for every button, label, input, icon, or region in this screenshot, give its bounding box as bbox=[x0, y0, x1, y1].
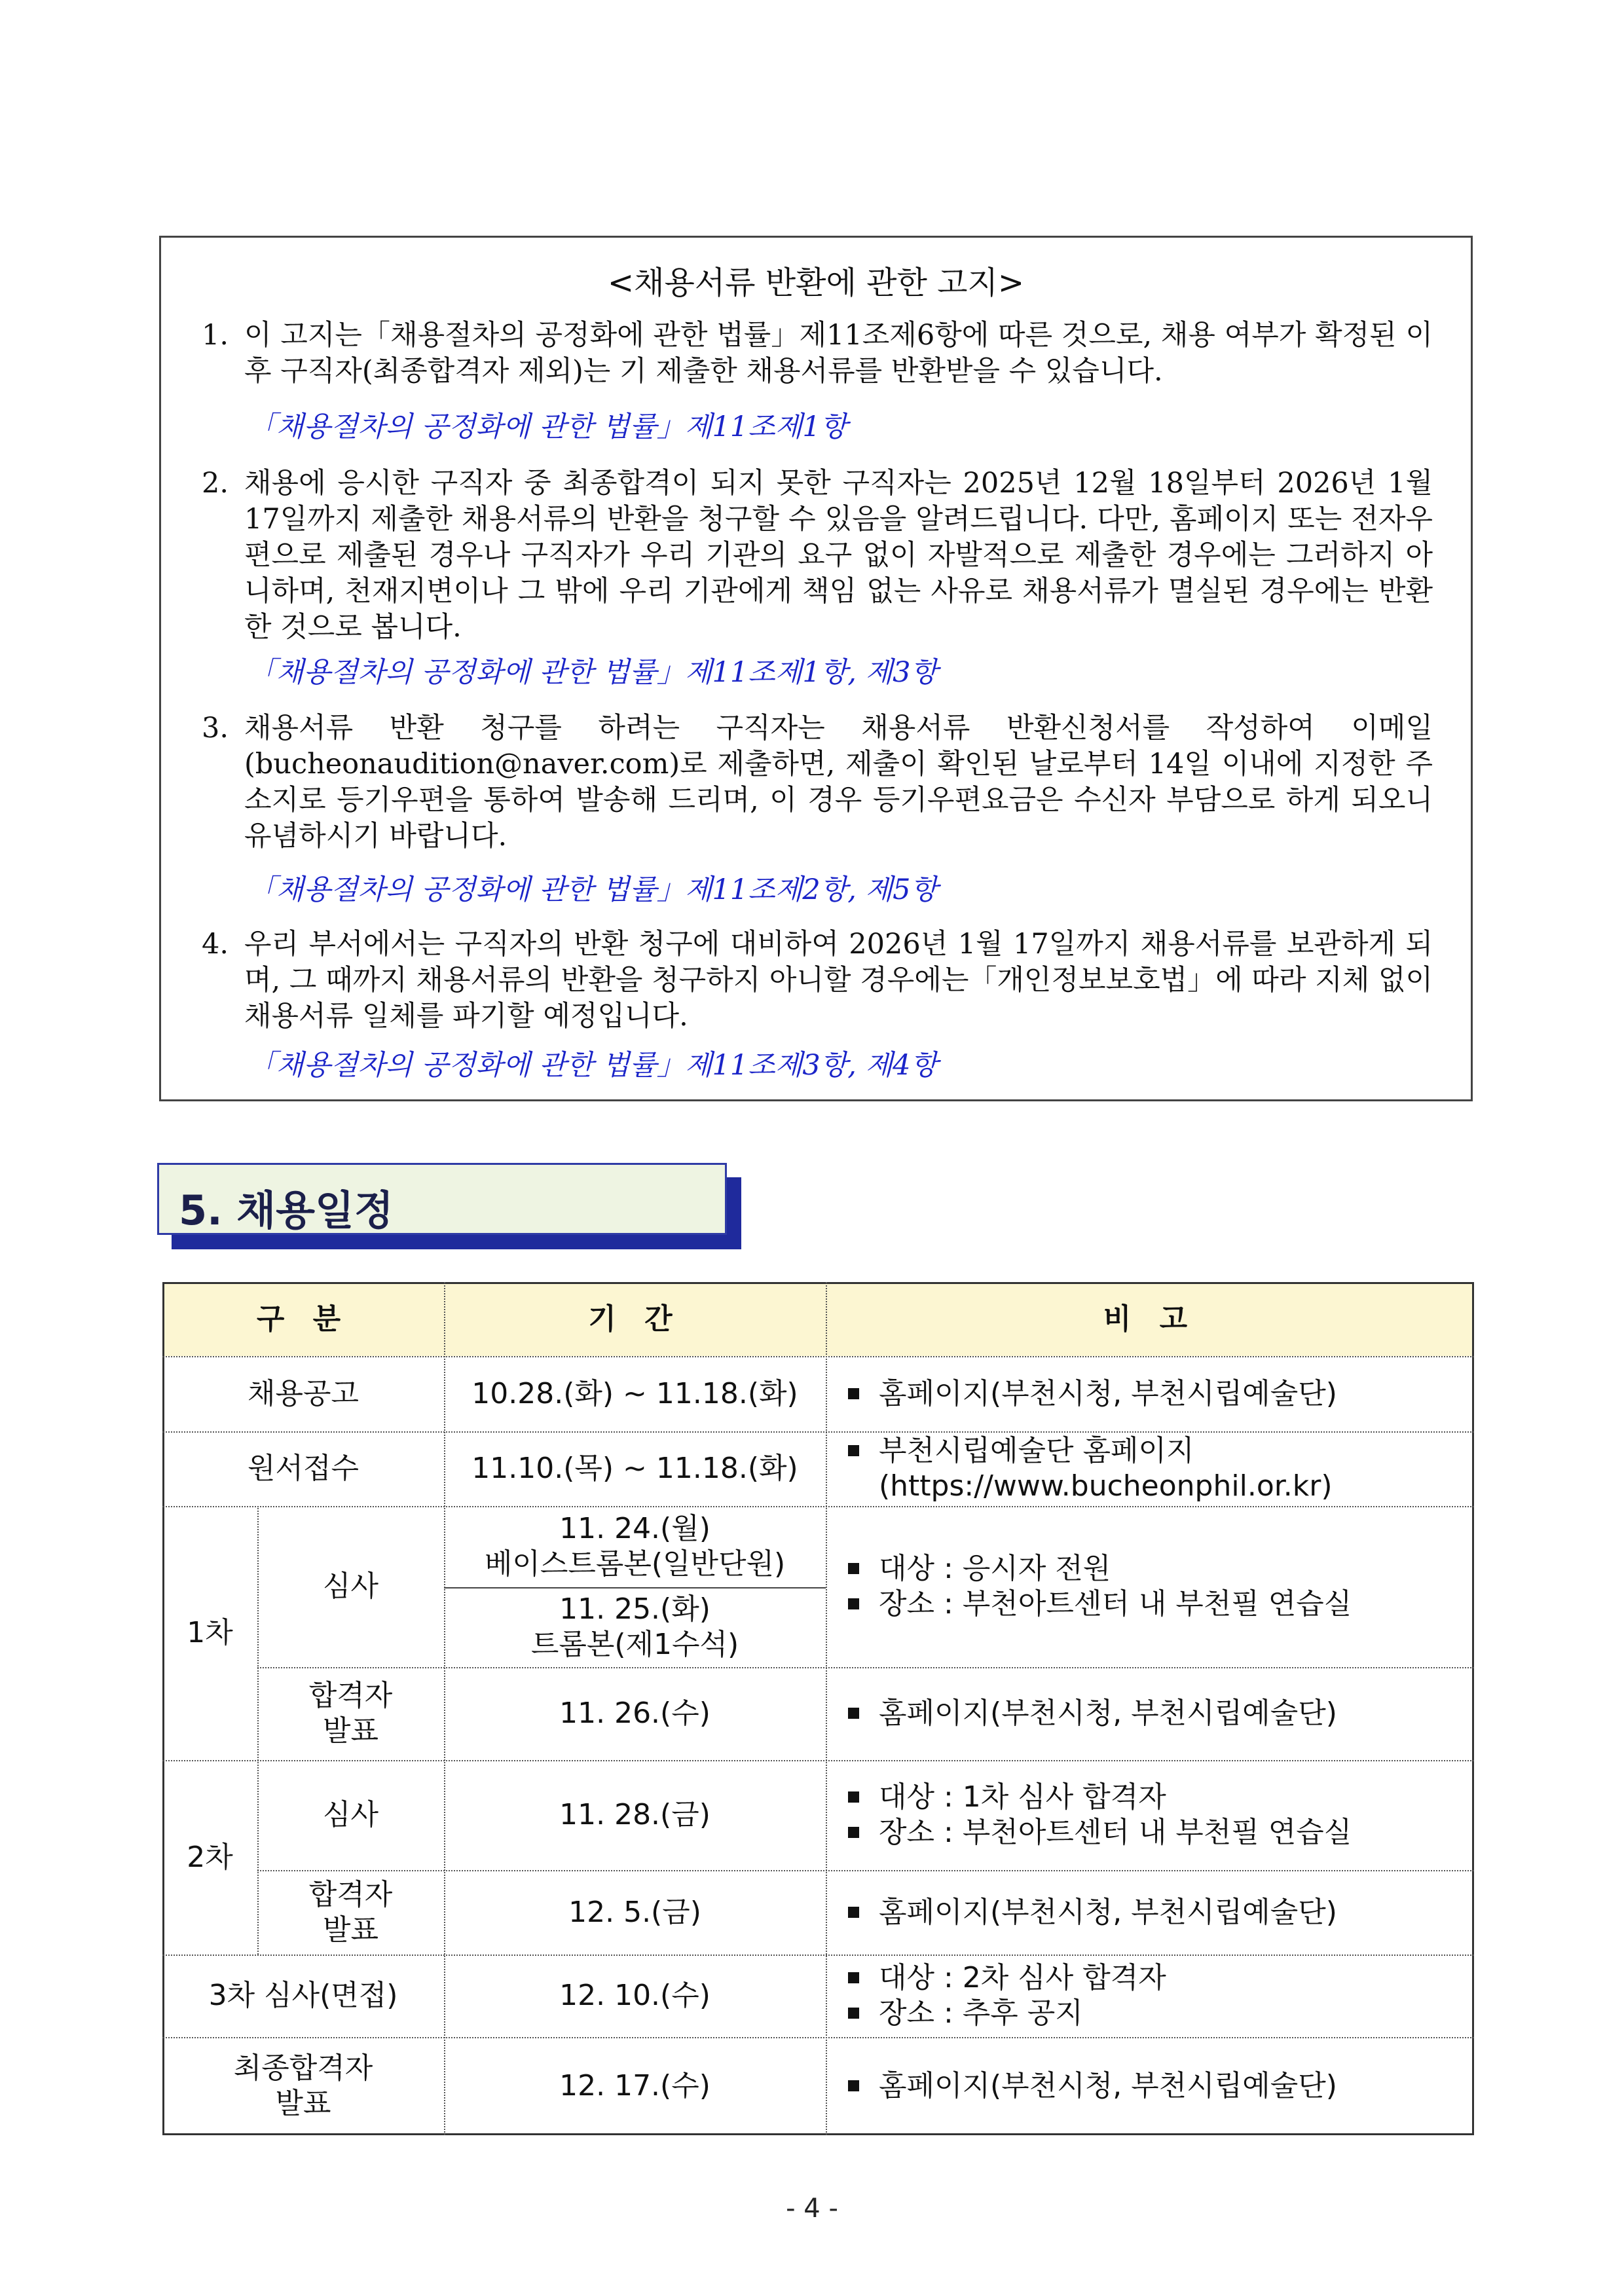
list-item: 장소 : 부천아트센터 내 부천필 연습실 bbox=[848, 1815, 1352, 1850]
round-2-result: 합격자 발표 bbox=[308, 1877, 393, 1947]
round-1-result: 합격자 발표 bbox=[308, 1679, 393, 1748]
table-border-top bbox=[162, 1282, 1474, 1284]
list-item: 홈페이지(부천시청, 부천시립예술단) bbox=[848, 2068, 1337, 2104]
square-bullet-icon bbox=[848, 1563, 859, 1574]
round-2-period: 11. 28.(금) bbox=[559, 1798, 710, 1831]
header-note: 비 고 bbox=[826, 1282, 1474, 1356]
round-1-review: 심사 bbox=[322, 1570, 378, 1603]
item-number: 1. bbox=[202, 319, 229, 352]
round-1-result-note bbox=[826, 1667, 1474, 1760]
divider bbox=[162, 1955, 1474, 1956]
section-title: 5. 채용일정 bbox=[179, 1186, 394, 1234]
divider bbox=[162, 1356, 1474, 1357]
law-reference-4: 「채용절차의 공정화에 관한 법률」제11조제3항, 제4항 bbox=[248, 1049, 938, 1082]
square-bullet-icon bbox=[848, 1708, 859, 1719]
list-item: 대상 : 응시자 전원 bbox=[848, 1551, 1111, 1587]
law-reference-1: 「채용절차의 공정화에 관한 법률」제11조제1항 bbox=[248, 411, 848, 443]
row-application-note bbox=[826, 1431, 1474, 1506]
list-item: 홈페이지(부천시청, 부천시립예술단) bbox=[848, 1696, 1337, 1731]
round-1-period-a: 11. 24.(월) 베이스트롬본(일반단원) bbox=[484, 1512, 786, 1581]
list-item: 대상 : 2차 심사 합격자 bbox=[848, 1960, 1166, 1996]
round-1-review-note bbox=[826, 1506, 1474, 1667]
round-2-review: 심사 bbox=[322, 1798, 378, 1831]
item-text: 이 고지는「채용절차의 공정화에 관한 법률」제11조제6항에 따른 것으로, 채용 여부가 확정된 이후 구직자(최종합격자 제외)는 기 제출한 채용서류를 반환받을 수 있습니다. bbox=[244, 319, 1433, 388]
item-text: 우리 부서에서는 구직자의 반환 청구에 대비하여 2026년 1월 17일까지 채용서류를 보관하게 되며, 그 때까지 채용서류의 반환을 청구하지 아니할 경우에는「개인정보보호법」에 따라 지체 없이 채용서류 일체를 파기할 예정입니다. bbox=[244, 928, 1433, 1033]
final-result-category: 최종합격자 발표 bbox=[233, 2051, 373, 2120]
divider bbox=[162, 1431, 1474, 1433]
header-category: 구 분 bbox=[162, 1282, 444, 1356]
divider bbox=[257, 1870, 1474, 1871]
table-border-left bbox=[162, 1282, 164, 2135]
divider bbox=[257, 1506, 259, 1955]
final-result-note bbox=[826, 2037, 1474, 2135]
square-bullet-icon bbox=[848, 1827, 859, 1838]
round-3-note bbox=[826, 1955, 1474, 2037]
row-posting-period: 10.28.(화) ~ 11.18.(화) bbox=[471, 1376, 798, 1410]
round-3-category: 3차 심사(면접) bbox=[208, 1979, 398, 2012]
list-item: 장소 : 부천아트센터 내 부천필 연습실 bbox=[848, 1587, 1352, 1622]
item-number: 3. bbox=[202, 712, 229, 744]
final-result-period: 12. 17.(수) bbox=[559, 2069, 710, 2102]
item-text: 채용에 응시한 구직자 중 최종합격이 되지 못한 구직자는 2025년 12월 18일부터 2026년 1월 17일까지 제출한 채용서류의 반환을 청구할 수 있음을 알려드립니다. 다만, 홈페이지 또는 전자우편으로 제출된 경우나 구직자가 우리 기관의 요구 없이 자발적으로 제출한 경우에는 그러하지 아니하며, 천재지변이나 그 밖에 우리 기관에게 책임 없는 사유로 채용서류가 멸실된 경우에는 반환한 것으로 봅니다. bbox=[244, 467, 1433, 644]
square-bullet-icon bbox=[848, 2008, 859, 2019]
divider bbox=[162, 2037, 1474, 2038]
divider bbox=[444, 1587, 826, 1588]
round-3-period: 12. 10.(수) bbox=[559, 1979, 710, 2012]
round-1-label: 1차 bbox=[187, 1616, 233, 1649]
round-2-label: 2차 bbox=[187, 1840, 233, 1874]
row-application-period: 11.10.(목) ~ 11.18.(화) bbox=[471, 1452, 798, 1485]
square-bullet-icon bbox=[848, 2080, 859, 2091]
notice-item-4 bbox=[202, 927, 1433, 1035]
square-bullet-icon bbox=[848, 1972, 859, 1983]
notice-title: <채용서류 반환에 관한 고지> bbox=[607, 265, 1025, 301]
notice-item-3 bbox=[202, 710, 1433, 854]
round-2-review-note bbox=[826, 1760, 1474, 1870]
divider bbox=[162, 1760, 1474, 1761]
list-item: 홈페이지(부천시청, 부천시립예술단) bbox=[848, 1895, 1337, 1930]
list-item: 장소 : 추후 공지 bbox=[848, 1996, 1083, 2031]
round-2-result-note bbox=[826, 1870, 1474, 1955]
square-bullet-icon bbox=[848, 1791, 859, 1803]
item-number: 4. bbox=[202, 928, 229, 961]
round-1-result-period: 11. 26.(수) bbox=[559, 1697, 710, 1730]
divider bbox=[162, 1506, 1474, 1507]
table-border-bottom bbox=[162, 2133, 1474, 2135]
square-bullet-icon bbox=[848, 1388, 859, 1399]
square-bullet-icon bbox=[848, 1445, 859, 1456]
round-1-period-b: 11. 25.(화) 트롬본(제1수석) bbox=[530, 1592, 739, 1661]
row-posting-category: 채용공고 bbox=[247, 1376, 359, 1410]
list-item: 대상 : 1차 심사 합격자 bbox=[848, 1780, 1166, 1815]
header-period: 기 간 bbox=[444, 1282, 826, 1356]
law-reference-2: 「채용절차의 공정화에 관한 법률」제11조제1항, 제3항 bbox=[248, 656, 938, 689]
list-item: 부천시립예술단 홈페이지 bbox=[848, 1433, 1194, 1469]
round-2-result-period: 12. 5.(금) bbox=[568, 1895, 701, 1929]
square-bullet-icon bbox=[848, 1907, 859, 1918]
document-return-notice bbox=[159, 236, 1473, 1101]
row-application-category: 원서접수 bbox=[247, 1452, 359, 1485]
homepage-url: (https://www.bucheonphil.or.kr) bbox=[879, 1469, 1333, 1503]
section-header bbox=[157, 1163, 727, 1235]
table-border-right bbox=[1472, 1282, 1474, 2135]
item-number: 2. bbox=[202, 467, 229, 500]
notice-item-1 bbox=[202, 318, 1433, 390]
law-reference-3: 「채용절차의 공정화에 관한 법률」제11조제2항, 제5항 bbox=[248, 873, 938, 906]
square-bullet-icon bbox=[848, 1598, 859, 1609]
notice-item-2 bbox=[202, 466, 1433, 646]
list-item: 홈페이지(부천시청, 부천시립예술단) bbox=[848, 1376, 1337, 1412]
row-posting-note bbox=[826, 1356, 1474, 1431]
schedule-table bbox=[162, 1282, 1474, 2135]
page-number: - 4 - bbox=[786, 2194, 838, 2224]
item-text: 채용서류 반환 청구를 하려는 구직자는 채용서류 반환신청서를 작성하여 이메일(bucheonaudition@naver.com)로 제출하면, 제출이 확인된 날로부터 14일 이내에 지정한 주소지로 등기우편을 통하여 발송해 드리며, 이 경우 등기우편요금은 수신자 부담으로 하게 되오니 유념하시기 바랍니다. bbox=[244, 712, 1433, 853]
divider bbox=[444, 1282, 445, 2135]
divider bbox=[826, 1282, 827, 2135]
divider bbox=[257, 1667, 1474, 1668]
